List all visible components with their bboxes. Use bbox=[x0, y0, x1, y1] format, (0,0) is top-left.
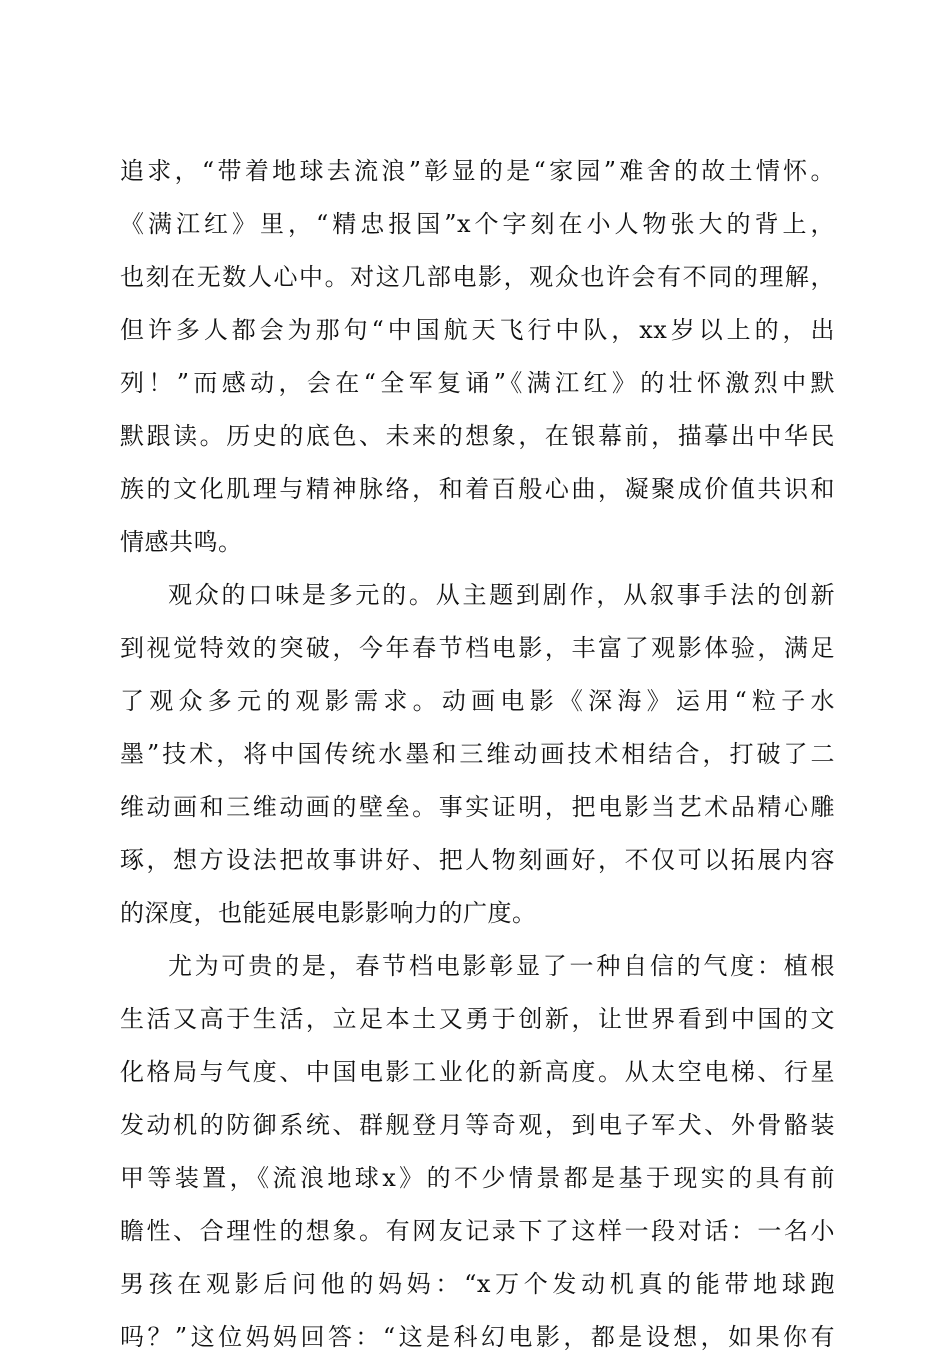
text-line: 尤为可贵的是，春节档电影彰显了一种自信的气度：植根 bbox=[168, 952, 835, 980]
text-line: 了观众多元的观影需求。动画电影《深海》运用“粒子水 bbox=[120, 687, 835, 715]
text-line: 列！”而感动，会在“全军复诵”《满江红》的壮怀激烈中默 bbox=[120, 369, 835, 397]
text-line: 琢，想方设法把故事讲好、把人物刻画好，不仅可以拓展内容 bbox=[120, 846, 835, 874]
text-line: 《满江红》里，“精忠报国”x个字刻在小人物张大的背上， bbox=[120, 210, 835, 238]
text-line: 甲等装置，《流浪地球x》的不少情景都是基于现实的具有前 bbox=[120, 1164, 835, 1192]
text-line: 但许多人都会为那句“中国航天飞行中队，xx岁以上的，出 bbox=[120, 316, 835, 344]
text-line: 化格局与气度、中国电影工业化的新高度。从太空电梯、行星 bbox=[120, 1058, 835, 1086]
text-line: 发动机的防御系统、群舰登月等奇观，到电子军犬、外骨骼装 bbox=[120, 1111, 835, 1139]
text-line: 维动画和三维动画的壁垒。事实证明，把电影当艺术品精心雕 bbox=[120, 793, 835, 821]
text-line: 观众的口味是多元的。从主题到剧作，从叙事手法的创新 bbox=[168, 581, 835, 609]
text-line: 默跟读。历史的底色、未来的想象，在银幕前，描摹出中华民 bbox=[120, 422, 835, 450]
text-line: 生活又高于生活，立足本土又勇于创新，让世界看到中国的文 bbox=[120, 1005, 835, 1033]
text-line: 追求，“带着地球去流浪”彰显的是“家园”难舍的故土情怀。 bbox=[120, 157, 835, 185]
article-body bbox=[120, 145, 835, 1364]
text-line: 男孩在观影后问他的妈妈：“x万个发动机真的能带地球跑 bbox=[120, 1270, 835, 1298]
text-line: 族的文化肌理与精神脉络，和着百般心曲，凝聚成价值共识和 bbox=[120, 475, 835, 503]
text-line: 也刻在无数人心中。对这几部电影，观众也许会有不同的理解， bbox=[120, 263, 835, 291]
text-line: 的深度，也能延展电影影响力的广度。 bbox=[120, 899, 537, 927]
text-line: 吗？”这位妈妈回答：“这是科幻电影，都是设想，如果你有 bbox=[120, 1323, 835, 1351]
text-line: 情感共鸣。 bbox=[120, 528, 243, 556]
text-line: 到视觉特效的突破，今年春节档电影，丰富了观影体验，满足 bbox=[120, 634, 835, 662]
text-line: 瞻性、合理性的想象。有网友记录下了这样一段对话：一名小 bbox=[120, 1217, 835, 1245]
text-line: 墨”技术，将中国传统水墨和三维动画技术相结合，打破了二 bbox=[120, 740, 835, 768]
